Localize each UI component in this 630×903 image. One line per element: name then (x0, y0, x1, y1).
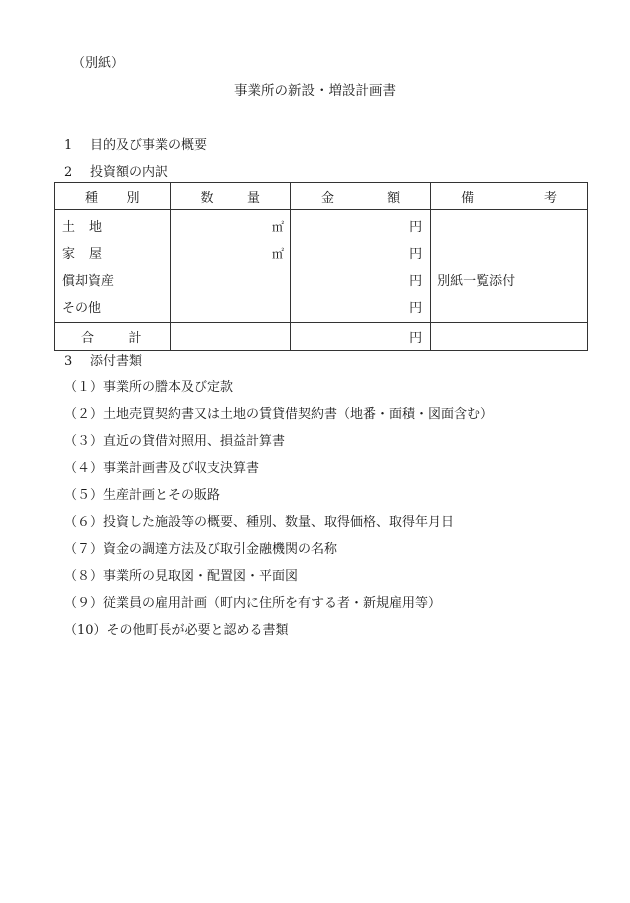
category-depreciable-assets: 償却資産 (62, 274, 115, 289)
unit-square-meter: ㎡ (271, 220, 284, 234)
investment-table (54, 182, 588, 351)
section-investment (64, 161, 168, 180)
list-item: （５）生産計画とその販路 (64, 488, 221, 503)
header-amount: 金 額 (290, 183, 430, 210)
category-other: その他 (62, 301, 102, 316)
unit-yen: 円 (409, 247, 423, 262)
remark-text: 別紙一覧添付 (437, 274, 516, 289)
list-item: （１）事業所の謄本及び定款 (64, 380, 234, 395)
list-item: （４）事業計画書及び収支決算書 (64, 461, 260, 476)
list-item: （10）その他町長が必要と認める書類 (64, 623, 289, 638)
unit-yen: 円 (409, 274, 423, 289)
section-label: 目的及び事業の概要 (90, 138, 208, 153)
header-type: 種 別 (55, 183, 171, 210)
category-building: 家屋 (62, 247, 117, 262)
category-land: 土地 (62, 220, 117, 235)
total-remarks-cell (431, 323, 588, 351)
table-header-row (55, 183, 588, 210)
list-item: （２）土地売買契約書又は土地の賃貸借契約書（地番・面積・図面含む） (64, 407, 494, 422)
list-item: （９）従業員の雇用計画（町内に住所を有する者・新規雇用等） (64, 596, 442, 611)
header-remarks: 備 考 (431, 183, 588, 210)
list-item: （７）資金の調達方法及び取引金融機関の名称 (64, 542, 338, 557)
quantity-cell (170, 210, 290, 323)
list-item: （６）投資した施設等の概要、種別、数量、取得価格、取得年月日 (64, 515, 455, 530)
section-label: 添付書類 (90, 354, 143, 369)
attachment-note: （別紙） (72, 56, 125, 71)
total-label-cell: 合 計 (55, 323, 171, 351)
list-item: （８）事業所の見取図・配置図・平面図 (64, 569, 299, 584)
total-quantity-cell (170, 323, 290, 351)
amount-cell (290, 210, 430, 323)
document-title: 事業所の新設・増設計画書 (234, 83, 396, 99)
list-item: （３）直近の貸借対照用、損益計算書 (64, 434, 286, 449)
unit-yen: 円 (409, 301, 423, 316)
table-row (55, 210, 588, 323)
table-total-row (55, 323, 588, 351)
section-label: 投資額の内訳 (90, 165, 169, 180)
section-number: 3 (64, 354, 73, 369)
unit-yen: 円 (409, 331, 423, 346)
section-attachments (64, 350, 142, 369)
section-purpose (64, 134, 207, 153)
attachment-list (64, 374, 493, 644)
total-amount-cell (290, 323, 430, 351)
remarks-cell (431, 210, 588, 323)
category-cell (55, 210, 171, 323)
header-quantity: 数 量 (170, 183, 290, 210)
unit-square-meter: ㎡ (271, 247, 284, 261)
section-number: 1 (64, 138, 73, 153)
section-number: 2 (64, 165, 73, 180)
unit-yen: 円 (409, 220, 423, 235)
